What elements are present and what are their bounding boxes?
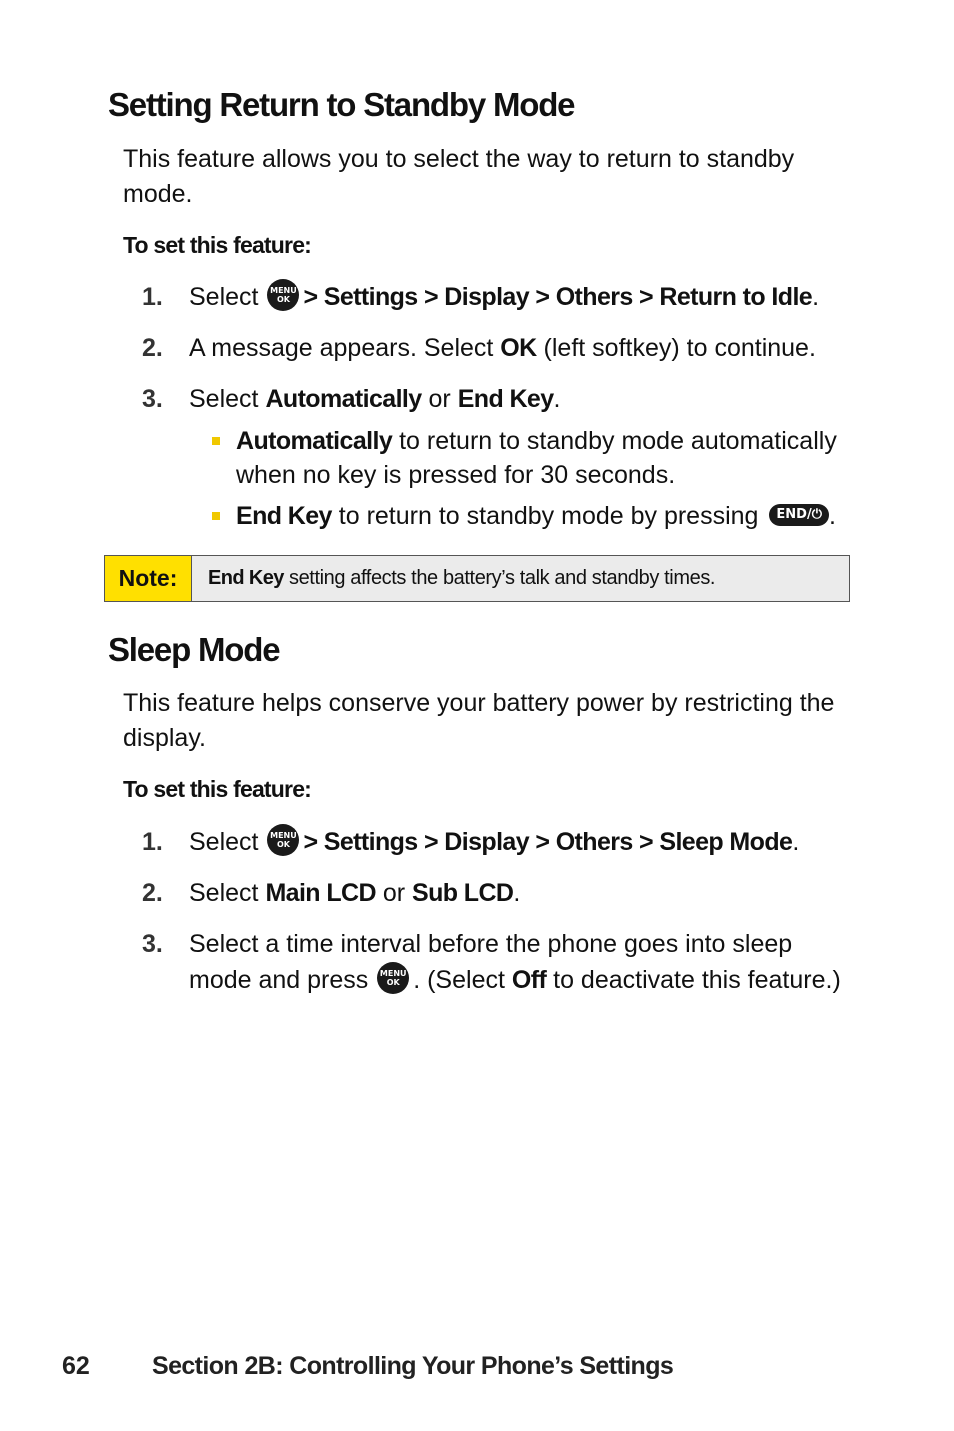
step-text: Select a time interval before the phone goes into sleep mode and press MENU OK . (Select Off to deactivate this feature.)	[189, 930, 841, 994]
menu-path: > Settings > Display > Others > Return to Idle	[303, 283, 813, 311]
step-text: A message appears. Select OK (left softkey) to continue.	[189, 334, 816, 362]
step-text: Select MENU OK > Settings > Display > Others > Return to Idle.	[189, 279, 869, 315]
option-sub-lcd: Sub LCD	[412, 879, 514, 907]
step-number: 1.	[142, 828, 163, 856]
option-off: Off	[511, 966, 547, 994]
menu-ok-key-icon: MENU OK	[377, 962, 409, 994]
bullet-marker	[212, 437, 220, 445]
ok-option: OK	[500, 334, 537, 362]
step-select-word: Select	[189, 283, 259, 311]
option-main-lcd: Main LCD	[265, 879, 376, 907]
step-text: Select Automatically or End Key.	[189, 385, 561, 413]
option-end-key: End Key	[457, 385, 554, 413]
bullet-marker	[212, 512, 220, 520]
subheading-to-set: To set this feature:	[123, 776, 312, 802]
note-label: Note:	[105, 556, 192, 601]
section-footer-title: Section 2B: Controlling Your Phone’s Settings	[152, 1352, 674, 1380]
bullet-text: End Key to return to standby mode by pressing END/⏻ .	[236, 502, 836, 530]
menu-ok-key-icon: MENU OK	[267, 279, 299, 311]
menu-path: > Settings > Display > Others > Sleep Mode	[303, 828, 793, 856]
step-number: 2.	[142, 334, 163, 362]
step-number: 3.	[142, 385, 163, 413]
step-text: Select MENU OK > Settings > Display > Others > Sleep Mode.	[189, 824, 869, 860]
step-number: 1.	[142, 283, 163, 311]
step-number: 2.	[142, 879, 163, 907]
note-box	[104, 555, 850, 602]
section-intro: This feature helps conserve your battery power by restricting the display.	[123, 689, 835, 752]
page-number: 62	[62, 1352, 90, 1380]
step-select-word: Select	[189, 828, 259, 856]
subheading-to-set: To set this feature:	[123, 232, 312, 258]
menu-ok-key-icon: MENU OK	[267, 824, 299, 856]
note-text: End Key setting affects the battery’s talk and standby times.	[208, 567, 716, 589]
section-title-sleep-mode: Sleep Mode	[108, 631, 280, 668]
section-title-return-to-standby: Setting Return to Standby Mode	[108, 86, 575, 123]
step-text: Select Main LCD or Sub LCD.	[189, 879, 521, 907]
section-intro: This feature allows you to select the way to return to standby mode.	[123, 145, 795, 208]
bullet-text: Automatically to return to standby mode automatically when no key is pressed for 30 seconds.	[236, 427, 837, 489]
option-automatically: Automatically	[265, 385, 422, 413]
end-power-key-icon: END/⏻	[769, 504, 829, 526]
step-number: 3.	[142, 930, 163, 958]
